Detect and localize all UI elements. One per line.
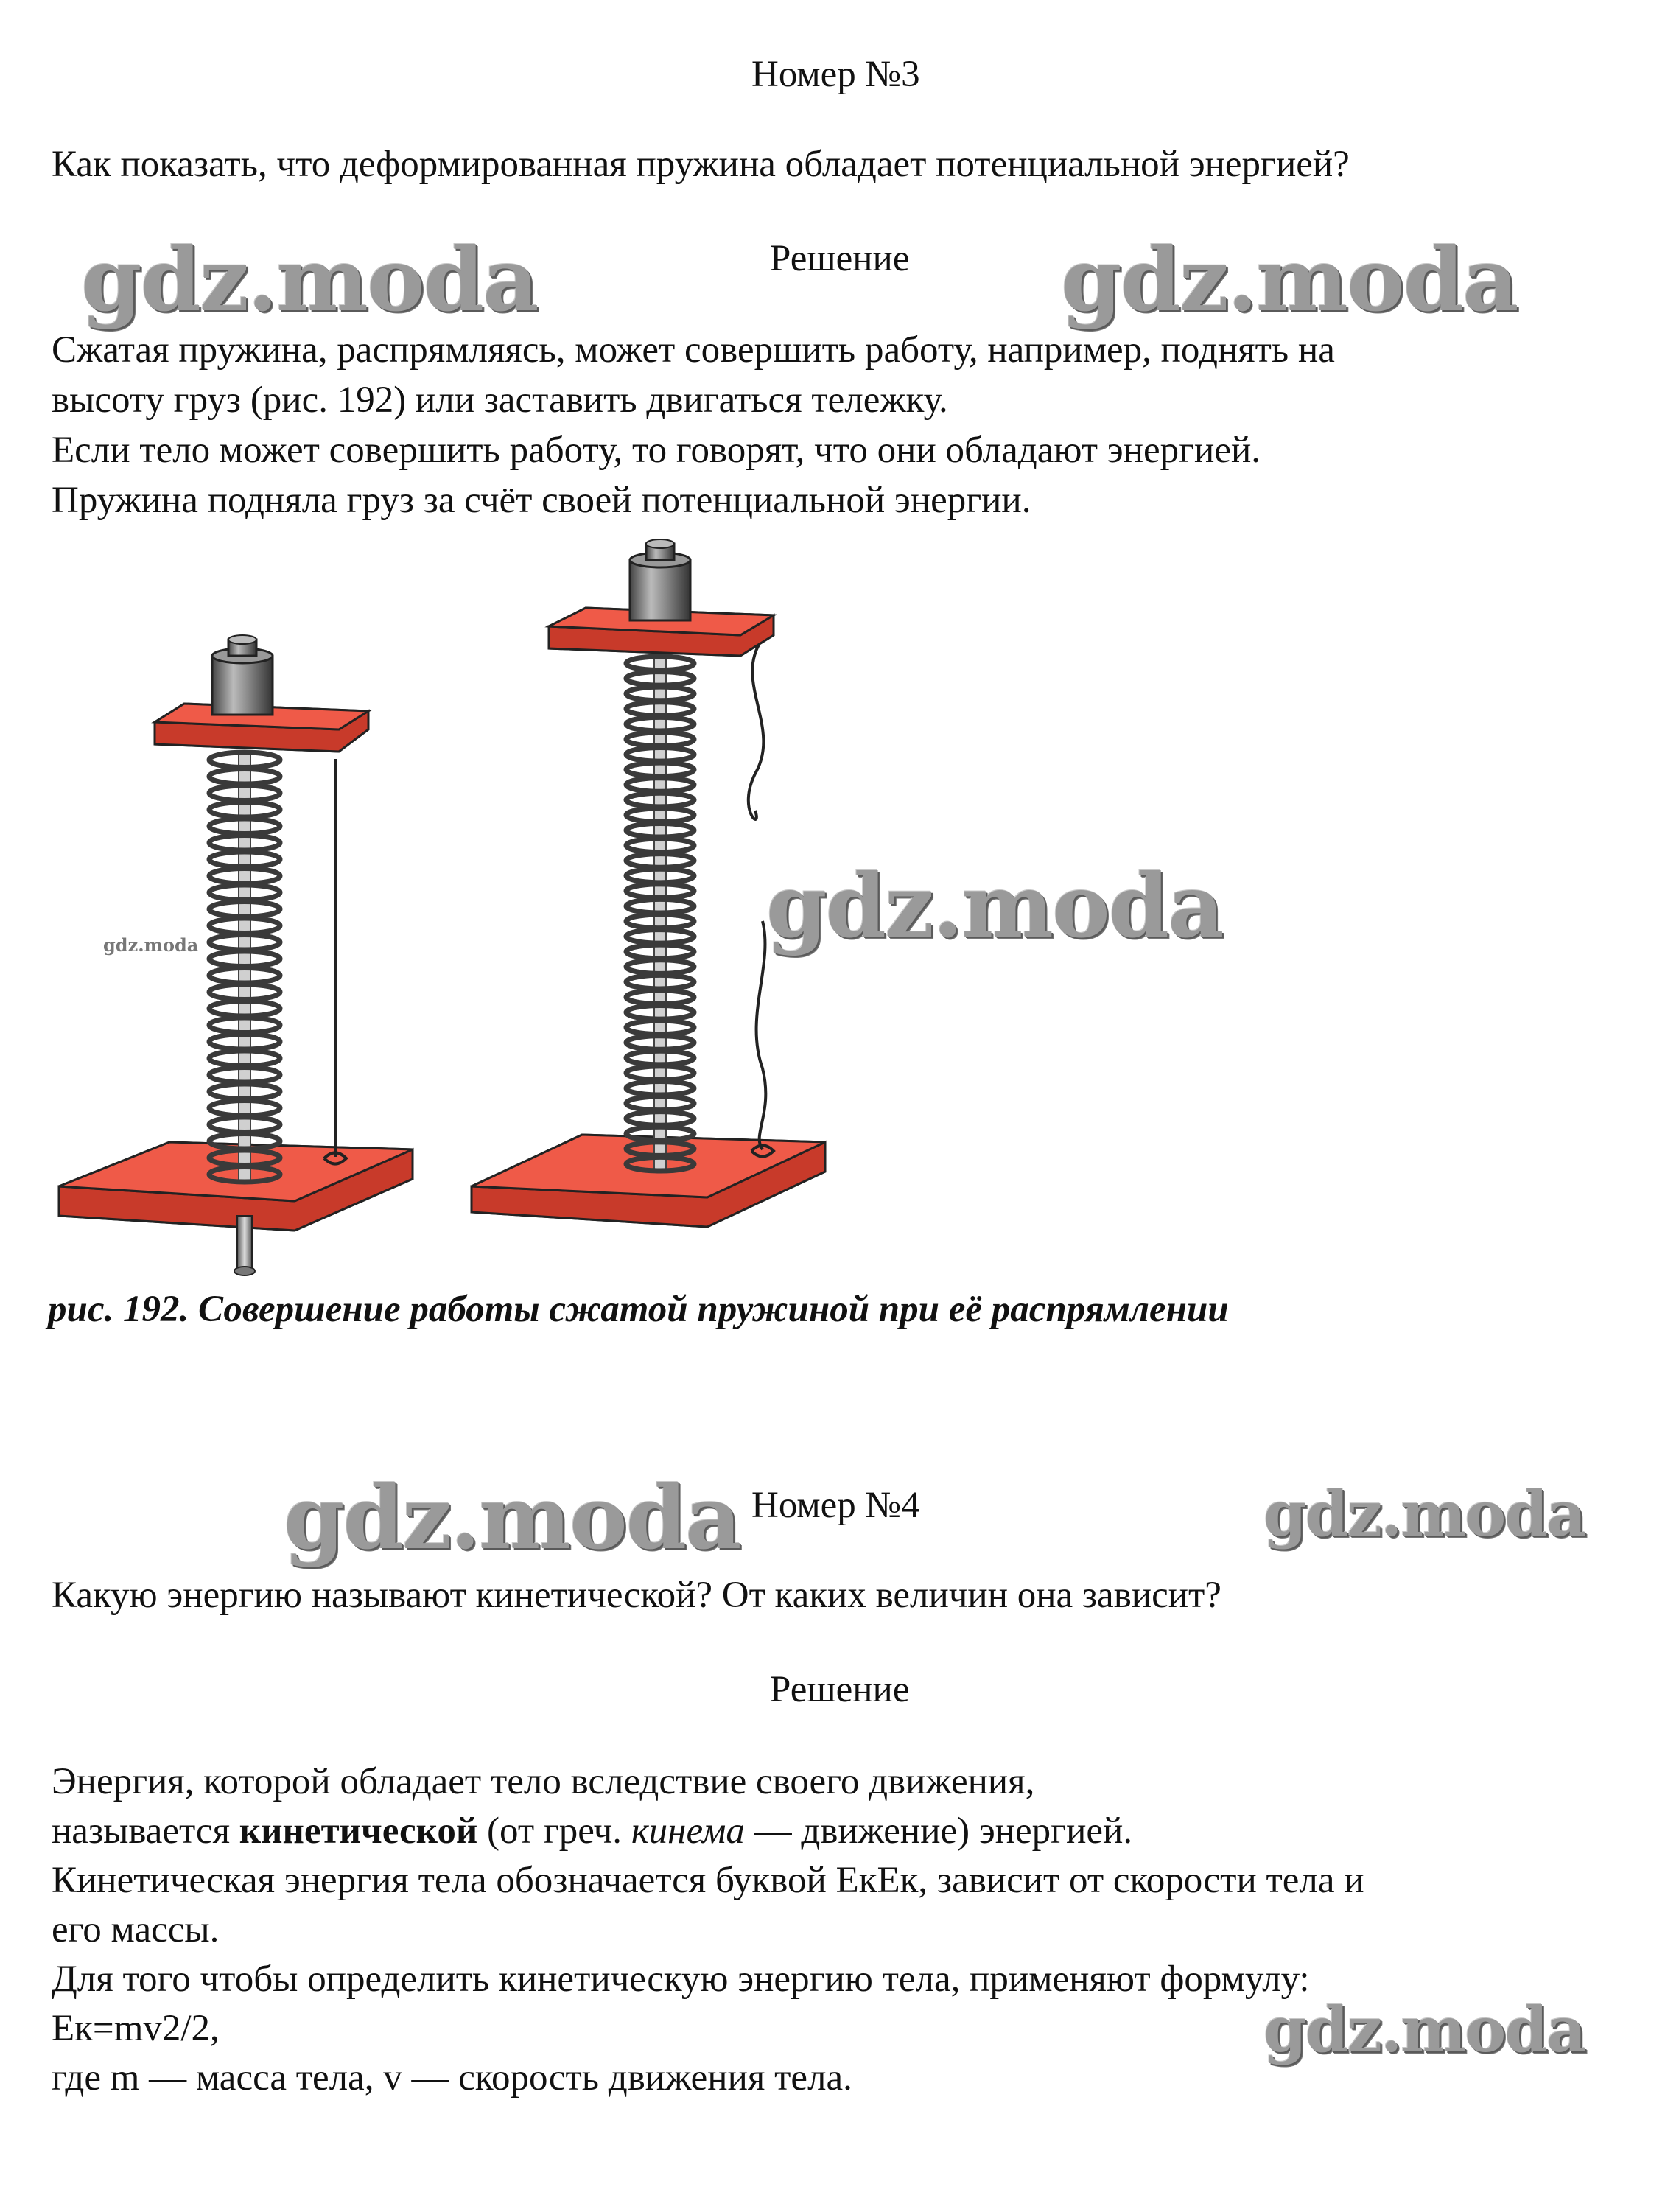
extended-spring xyxy=(626,656,694,1172)
section3-question: Как показать, что деформированная пружина обладает потенциальной энергией? xyxy=(52,144,1350,185)
section4-line: Энергия, которой обладает тело вследствие своего движения, xyxy=(52,1761,1035,1802)
section4-line: его массы. xyxy=(52,1909,220,1950)
section4-heading: Номер №4 xyxy=(751,1485,920,1526)
watermark-small: gdz.moda xyxy=(103,934,199,956)
term-kinetic: кинетической xyxy=(239,1810,478,1852)
section4-line: Для того чтобы определить кинетическую энергию тела, применяют формулу: xyxy=(52,1959,1310,2000)
section4-question: Какую энергию называют кинетической? От каких величин она зависит? xyxy=(52,1575,1221,1616)
section4-line xyxy=(52,1807,1132,1856)
text-run: — движение) энергией. xyxy=(744,1810,1133,1852)
section4-line: где m — масса тела, v — скорость движения тела. xyxy=(52,2057,852,2099)
section3-line: высоту груз (рис. 192) или заставить двигаться тележку. xyxy=(52,379,948,421)
term-kinema: кинема xyxy=(631,1810,745,1852)
section3-line: Если тело может совершить работу, то говорят, что они обладают энергией. xyxy=(52,430,1261,471)
watermark: gdz.moda xyxy=(81,228,538,331)
watermark: gdz.moda xyxy=(766,855,1223,957)
watermark: gdz.moda xyxy=(1263,1477,1585,1550)
text-run: (от греч. xyxy=(477,1810,631,1852)
compressed-spring xyxy=(209,752,280,1183)
watermark: gdz.moda xyxy=(284,1466,740,1569)
formula: Ек=mv2/2, xyxy=(52,2008,220,2049)
section4-solution-label: Решение xyxy=(770,1669,910,1710)
section3-line: Пружина подняла груз за счёт своей потенциальной энергии. xyxy=(52,480,1031,521)
figure-caption: рис. 192. Совершение работы сжатой пружиной при её распрямлении xyxy=(48,1289,1229,1330)
section3-heading: Номер №3 xyxy=(751,54,920,95)
section3-line: Сжатая пружина, распрямляясь, может совершить работу, например, поднять на xyxy=(52,329,1335,371)
section4-line: Кинетическая энергия тела обозначается буквой ЕкЕк, зависит от скорости тела и xyxy=(52,1860,1364,1901)
section3-solution-label: Решение xyxy=(770,238,910,279)
spring-figure xyxy=(44,508,855,1304)
text-run: называется xyxy=(52,1810,239,1852)
watermark: gdz.moda xyxy=(1263,1993,1585,2066)
watermark: gdz.moda xyxy=(1061,228,1518,331)
